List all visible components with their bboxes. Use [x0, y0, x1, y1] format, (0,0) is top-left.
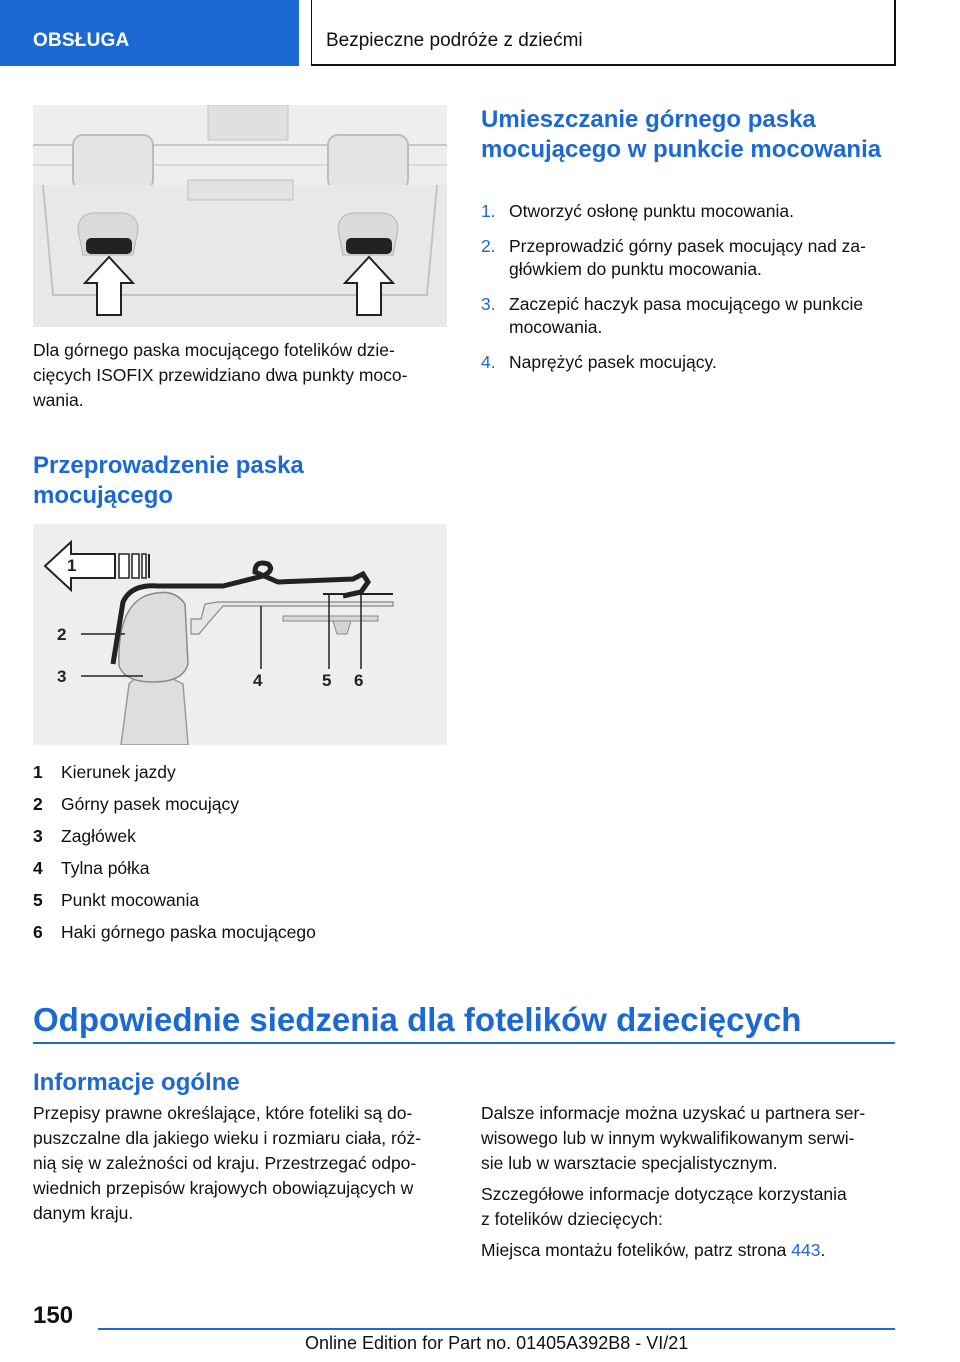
instruction-steps: [481, 200, 901, 385]
anchor-points-illustration: [33, 105, 447, 327]
legend-item: [33, 820, 447, 852]
page-reference-link[interactable]: 443: [791, 1240, 821, 1260]
section-tab: OBSŁUGA: [0, 0, 299, 66]
legend-number: 2: [33, 794, 43, 814]
diagram-legend: [33, 756, 447, 948]
general-info-paragraph: Przepisy prawne określające, które foteliki są do- puszczalne dla jakiego wieku i rozmiaru ciała, róż- nią się w zależności od kraju. Przestrzegać odpo- wiednich przepisów krajowych obowiązujących w danym kraju.: [33, 1103, 422, 1223]
further-info-column: [481, 1101, 901, 1269]
step-text: Zaczepić haczyk pasa mocującego w punkcie mocowania.: [509, 293, 864, 337]
mounting-locations-paragraph: [481, 1238, 901, 1263]
mounting-locations-text: Miejsca montażu fotelików, patrz strona: [481, 1240, 792, 1260]
legend-text: Punkt mocowania: [61, 890, 200, 910]
step-text: Otworzyć osłonę punktu mocowania.: [509, 201, 794, 221]
step-number: 2.: [481, 235, 496, 256]
page-number: 150: [33, 1302, 74, 1329]
step-item: [481, 351, 901, 375]
diagram-label-3: 3: [57, 667, 67, 686]
step-number: 3.: [481, 293, 496, 314]
diagram-label-6: 6: [354, 671, 364, 690]
section-divider: [33, 1042, 895, 1044]
legend-text: Kierunek jazdy: [61, 762, 176, 782]
intro-paragraph: Dla górnego paska mocującego fotelików dzie- cięcych ISOFIX przewidziano dwa punkty moco- wania.: [33, 340, 408, 410]
partner-info-paragraph: Dalsze informacje można uzyskać u partnera ser- wisowego lub w innym wykwalifikowanym serwi- sie lub w warsztacie specjalistycznym.: [481, 1103, 866, 1173]
footer-divider: [98, 1328, 895, 1330]
place-strap-heading: Umieszczanie górnego paska mocującego w punkcie mocowania: [481, 106, 882, 163]
step-item: [481, 293, 901, 340]
section-heading: Odpowiednie siedzenia dla fotelików dziecięcych: [33, 1001, 802, 1038]
diagram-label-1: 1: [67, 556, 77, 575]
general-info-heading: Informacje ogólne: [33, 1069, 240, 1096]
legend-text: Tylna półka: [61, 858, 150, 878]
legend-item: [33, 916, 447, 948]
strap-routing-diagram: [33, 524, 447, 745]
legend-text: Haki górnego paska mocującego: [61, 922, 316, 942]
diagram-label-2: 2: [57, 625, 67, 644]
page-header-title: Bezpieczne podróże z dziećmi: [311, 0, 896, 66]
legend-text: Zagłówek: [61, 826, 136, 846]
edition-footer: Online Edition for Part no. 01405A392B8 - VI/21: [305, 1333, 689, 1353]
legend-item: [33, 884, 447, 916]
step-item: [481, 200, 901, 224]
legend-item: [33, 788, 447, 820]
details-paragraph: Szczegółowe informacje dotyczące korzystania z fotelików dziecięcych:: [481, 1184, 847, 1229]
legend-item: [33, 756, 447, 788]
legend-number: 5: [33, 890, 43, 910]
diagram-label-5: 5: [322, 671, 332, 690]
step-number: 1.: [481, 201, 496, 221]
route-strap-heading: Przeprowadzenie paska mocującego: [33, 452, 304, 509]
step-text: Przeprowadzić górny pasek mocujący nad za- główkiem do punktu mocowania.: [509, 235, 866, 279]
step-item: [481, 235, 901, 282]
legend-text: Górny pasek mocujący: [61, 794, 239, 814]
legend-number: 4: [33, 858, 43, 878]
step-number: 4.: [481, 351, 496, 372]
legend-item: [33, 852, 447, 884]
step-text: Naprężyć pasek mocujący.: [509, 351, 717, 372]
legend-number: 3: [33, 826, 43, 846]
diagram-label-4: 4: [253, 671, 263, 690]
mounting-locations-suffix: .: [820, 1240, 826, 1260]
legend-number: 6: [33, 922, 43, 942]
legend-number: 1: [33, 762, 43, 782]
